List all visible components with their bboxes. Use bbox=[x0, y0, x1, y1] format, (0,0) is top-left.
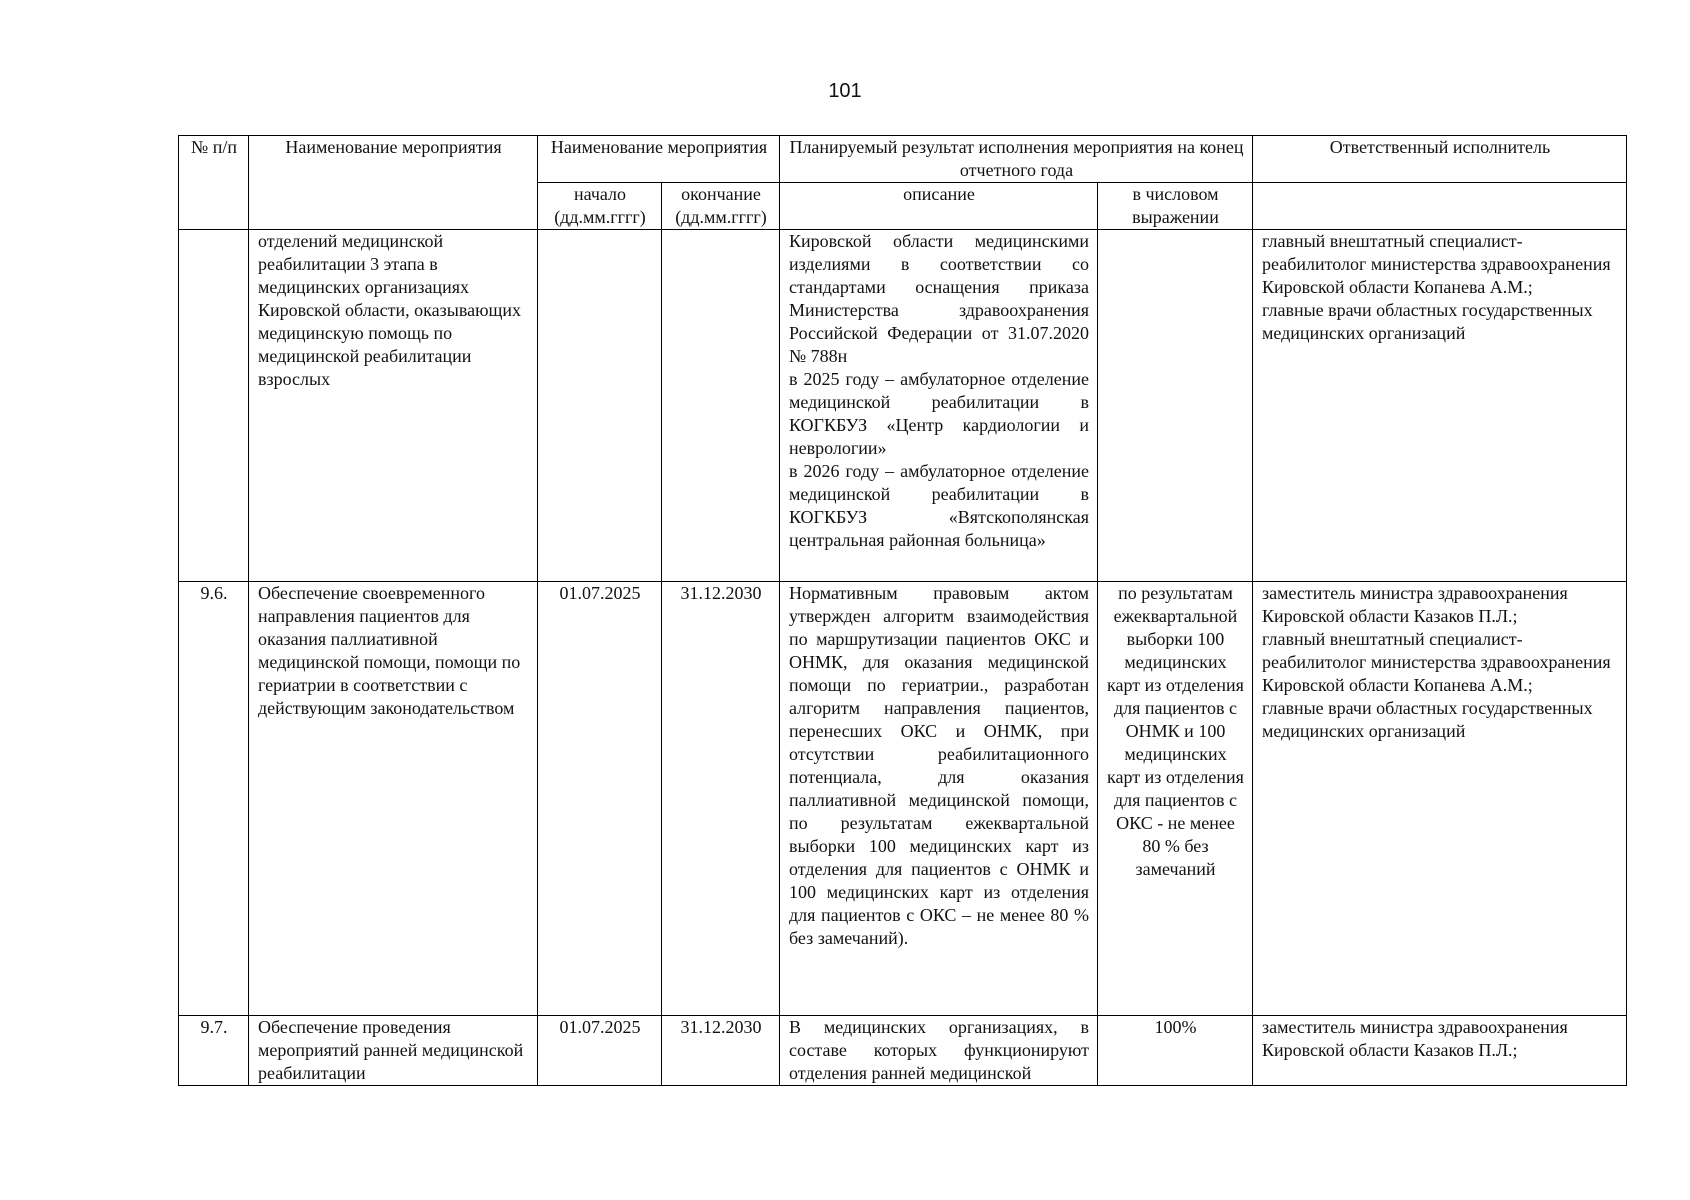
header-end: окончание (дд.мм.гггг) bbox=[662, 183, 780, 230]
row-num bbox=[179, 230, 249, 582]
description-paragraph: в 2026 году – амбулаторное отделение медицинской реабилитации в КОГКБУЗ «Вятскополянская центральная районная больница» bbox=[789, 461, 1089, 550]
responsible-entry: главные врачи областных государственных медицинских организаций bbox=[1262, 698, 1593, 741]
row-responsible bbox=[1253, 230, 1627, 582]
row-numeric bbox=[1098, 230, 1253, 582]
header-event-name: Наименование мероприятия bbox=[249, 136, 538, 230]
row-num: 9.7. bbox=[179, 1016, 249, 1086]
description-paragraph: Кировской области медицинскими изделиями в соответствии со стандартами оснащения приказа Министерства здравоохранения Российской Федерации от 31.07.2020 № 788н bbox=[789, 231, 1089, 366]
responsible-entry: главный внештатный специалист-реабилитолог министерства здравоохранения Кировской области Копанева А.М.; bbox=[1262, 231, 1611, 297]
row-description bbox=[780, 582, 1098, 1016]
header-responsible: Ответственный исполнитель bbox=[1253, 136, 1627, 183]
row-start: 01.07.2025 bbox=[538, 582, 662, 1016]
responsible-entry: заместитель министра здравоохранения Кировской области Казаков П.Л.; bbox=[1262, 1017, 1568, 1060]
responsible-entry: главный внештатный специалист-реабилитолог министерства здравоохранения Кировской области Копанева А.М.; bbox=[1262, 629, 1611, 695]
row-numeric: 100% bbox=[1098, 1016, 1253, 1086]
header-result-group: Планируемый результат исполнения мероприятия на конец отчетного года bbox=[780, 136, 1253, 183]
header-responsible-empty bbox=[1253, 183, 1627, 230]
description-paragraph: Нормативным правовым актом утвержден алгоритм взаимодействия по маршрутизации пациентов ОКС и ОНМК, для оказания медицинской помощи по гериатрии., разработан алгоритм направления пациентов, перенесших ОКС и ОНМК, при отсутствии реабилитационного потенциала, для оказания паллиативной медицинской помощи, по результатам ежеквартальной выборки 100 медицинских карт из отделения для пациентов с ОНМК и 100 медицинских карт из отделения для пациентов с ОКС – не менее 80 % без замечаний). bbox=[789, 583, 1089, 948]
row-num: 9.6. bbox=[179, 582, 249, 1016]
row-end: 31.12.2030 bbox=[662, 1016, 780, 1086]
row-start bbox=[538, 230, 662, 582]
action-plan-table bbox=[178, 135, 1627, 1086]
description-paragraph: В медицинских организациях, в составе которых функционируют отделения ранней медицинской bbox=[789, 1017, 1089, 1083]
row-name: Обеспечение проведения мероприятий ранней медицинской реабилитации bbox=[249, 1016, 538, 1086]
row-description bbox=[780, 1016, 1098, 1086]
row-start: 01.07.2025 bbox=[538, 1016, 662, 1086]
row-end: 31.12.2030 bbox=[662, 582, 780, 1016]
header-numeric: в числовом выражении bbox=[1098, 183, 1253, 230]
header-start: начало (дд.мм.гггг) bbox=[538, 183, 662, 230]
header-period-group: Наименование мероприятия bbox=[538, 136, 780, 183]
table-row bbox=[179, 230, 1627, 582]
row-end bbox=[662, 230, 780, 582]
row-responsible bbox=[1253, 582, 1627, 1016]
row-name: отделений медицинской реабилитации 3 этапа в медицинских организациях Кировской области, оказывающих медицинскую помощь по медицинской реабилитации взрослых bbox=[249, 230, 538, 582]
description-paragraph: в 2025 году – амбулаторное отделение медицинской реабилитации в КОГКБУЗ «Центр кардиологии и неврологии» bbox=[789, 369, 1089, 458]
row-name: Обеспечение своевременного направления пациентов для оказания паллиативной медицинской помощи, помощи по гериатрии в соответствии с действующим законодательством bbox=[249, 582, 538, 1016]
responsible-entry: главные врачи областных государственных медицинских организаций bbox=[1262, 300, 1593, 343]
row-responsible bbox=[1253, 1016, 1627, 1086]
table-row bbox=[179, 1016, 1627, 1086]
row-description bbox=[780, 230, 1098, 582]
header-description: описание bbox=[780, 183, 1098, 230]
responsible-entry: заместитель министра здравоохранения Кировской области Казаков П.Л.; bbox=[1262, 583, 1568, 626]
page-number: 101 bbox=[828, 80, 862, 102]
header-num: № п/п bbox=[179, 136, 249, 230]
table-row bbox=[179, 582, 1627, 1016]
row-numeric: по результатам ежеквартальной выборки 100 медицинских карт из отделения для пациентов с ОНМК и 100 медицинских карт из отделения для пациентов с ОКС - не менее 80 % без замечаний bbox=[1098, 582, 1253, 1016]
